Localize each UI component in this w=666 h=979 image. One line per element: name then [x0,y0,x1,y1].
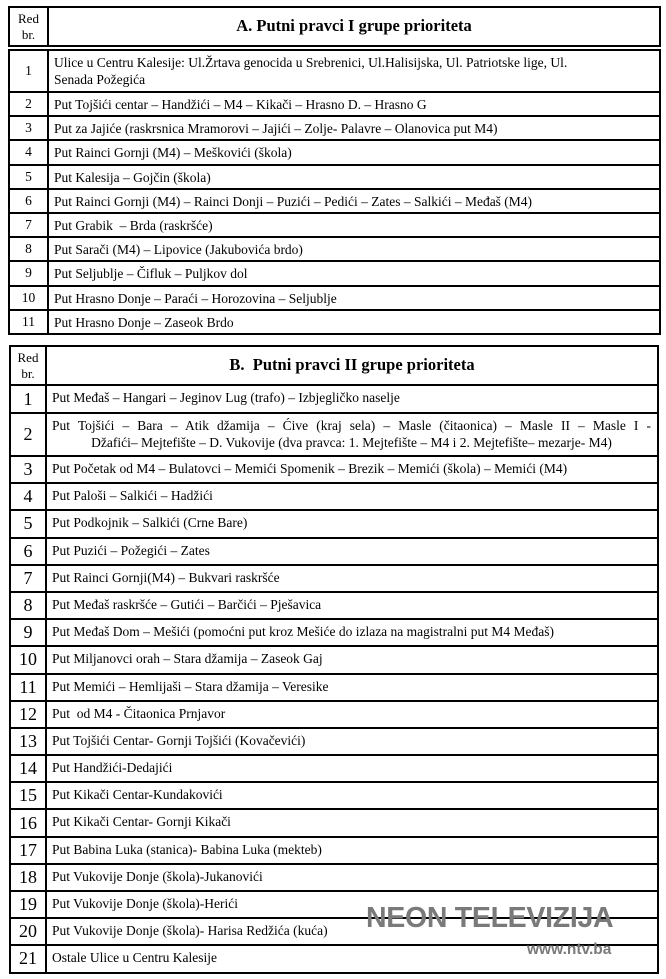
table-row [10,701,658,728]
route-description: Put Međaš Dom – Mešići (pomoćni put kroz Mešiće do izlaza na magistralni put M4 Međaš) [46,619,658,646]
table-row [10,755,658,782]
table-row [10,864,658,891]
table-row [9,237,660,261]
table-row [9,165,660,189]
table-row [9,116,660,140]
row-number: 16 [10,809,46,836]
table-row [10,510,658,537]
route-description: Put Vukovije Donje (škola)- Harisa Redžića (kuća) [46,918,658,945]
row-number: 10 [9,286,48,310]
route-description: Put Rainci Gornji (M4) – Meškovići (škola) [48,140,660,164]
route-description-line: Ulice u Centru Kalesije: Ul.Žrtava genocida u Srebrenici, Ul.Halisijska, Ul. Patriotske lige, Ul. [54,55,568,70]
row-number: 4 [10,483,46,510]
route-description-line: Džafići– Mejtefište – D. Vukovije (dva pravca: 1. Mejtefište – M4 i 2. Mejtefište– mezarje- M4) [91,435,612,450]
section-b-table [9,345,659,974]
table-row [9,50,660,92]
row-number: 3 [10,456,46,483]
table-row [10,809,658,836]
route-description: Put Kalesija – Gojčin (škola) [48,165,660,189]
table-row [10,483,658,510]
row-number: 6 [9,189,48,213]
column-header-red-br [9,7,48,46]
route-description-line: Put Tojšići – Bara – Atik džamija – Ćive (kraj sela) – Masle (čitaonica) – Masle II – Masle I - [52,418,651,433]
section-b-title: B. Putni pravci II grupe prioriteta [46,346,658,385]
row-number: 11 [10,674,46,701]
table-row [9,310,660,334]
route-description: Put Sarači (M4) – Lipovice (Jakubovića brdo) [48,237,660,261]
table-row [10,592,658,619]
row-number: 5 [9,165,48,189]
route-description: Put Miljanovci orah – Stara džamija – Zaseok Gaj [46,646,658,673]
row-number: 13 [10,728,46,755]
column-header-line: br. [21,365,35,381]
route-description: Put od M4 - Čitaonica Prnjavor [46,701,658,728]
table-row [9,286,660,310]
table-row [10,619,658,646]
route-description: Put Grabik – Brda (raskršće) [48,213,660,237]
column-header-line: Red [17,349,39,365]
route-description: Put Vukovije Donje (škola)-Jukanovići [46,864,658,891]
route-description: Put Babina Luka (stanica)- Babina Luka (mekteb) [46,837,658,864]
route-description: Put Hrasno Donje – Zaseok Brdo [48,310,660,334]
route-description: Put Kikači Centar- Gornji Kikači [46,809,658,836]
row-number: 12 [10,701,46,728]
column-header-line: br. [21,26,36,42]
row-number: 5 [10,510,46,537]
section-b-header-row [10,346,658,385]
row-number: 14 [10,755,46,782]
route-description: Ostale Ulice u Centru Kalesije [46,945,658,972]
row-number: 6 [10,538,46,565]
row-number: 1 [9,50,48,92]
row-number: 19 [10,891,46,918]
route-description: Put Rainci Gornji(M4) – Bukvari raskršće [46,565,658,592]
route-description: Put Seljublje – Čifluk – Puljkov dol [48,261,660,285]
route-description: Put Hrasno Donje – Paraći – Horozovina – Seljublje [48,286,660,310]
table-row [9,92,660,116]
row-number: 1 [10,385,46,413]
table-row [10,728,658,755]
table-row [10,646,658,673]
route-description [48,50,660,92]
section-a-header-table [8,6,661,47]
table-row [10,565,658,592]
watermark-logo-text: NEON TELEVIZIJA [366,902,614,934]
table-row [9,261,660,285]
row-number: 3 [9,116,48,140]
row-number: 18 [10,864,46,891]
row-number: 2 [9,92,48,116]
row-number: 21 [10,945,46,972]
route-description: Put Tojšići Centar- Gornji Tojšići (Kovačevići) [46,728,658,755]
section-a-title: A. Putni pravci I grupe prioriteta [48,7,660,46]
table-row [10,385,658,413]
route-description: Put Međaš – Hangari – Jeginov Lug (trafo) – Izbjegličko naselje [46,385,658,413]
route-description: Put Početak od M4 – Bulatovci – Memići Spomenik – Brezik – Memići (škola) – Memići (M4) [46,456,658,483]
table-row [10,674,658,701]
row-number: 9 [9,261,48,285]
table-row [10,782,658,809]
column-header-line: Red [18,10,39,26]
watermark-url: www.ntv.ba [527,941,612,958]
row-number: 8 [9,237,48,261]
table-row [9,189,660,213]
row-number: 8 [10,592,46,619]
route-description: Put Memići – Hemlijaši – Stara džamija – Veresike [46,674,658,701]
column-header-red-br [10,346,46,385]
row-number: 7 [10,565,46,592]
row-number: 9 [10,619,46,646]
route-description [46,413,658,456]
table-row [9,213,660,237]
route-description: Put Međaš raskršće – Gutići – Barčići – Pješavica [46,592,658,619]
row-number: 11 [9,310,48,334]
route-description: Put Handžići-Dedajići [46,755,658,782]
row-number: 17 [10,837,46,864]
section-a-header-row [9,7,660,46]
table-row [10,538,658,565]
row-number: 4 [9,140,48,164]
row-number: 15 [10,782,46,809]
route-description: Put Podkojnik – Salkići (Crne Bare) [46,510,658,537]
table-row [10,413,658,456]
route-description: Put Paloši – Salkići – Hadžići [46,483,658,510]
route-description: Put Kikači Centar-Kundakovići [46,782,658,809]
table-row [9,140,660,164]
route-description: Put Puzići – Požegići – Zates [46,538,658,565]
table-row [10,837,658,864]
route-description: Put Vukovije Donje (škola)-Herići [46,891,658,918]
row-number: 20 [10,918,46,945]
row-number: 10 [10,646,46,673]
route-description: Put Tojšići centar – Handžići – M4 – Kikači – Hrasno D. – Hrasno G [48,92,660,116]
route-description-line: Senada Požegića [54,72,146,87]
route-description: Put za Jajiće (raskrsnica Mramorovi – Jajići – Zolje- Palavre – Olanovica put M4) [48,116,660,140]
table-row [10,456,658,483]
route-description: Put Rainci Gornji (M4) – Rainci Donji – Puzići – Pedići – Zates – Salkići – Međaš (M4) [48,189,660,213]
row-number: 7 [9,213,48,237]
row-number: 2 [10,413,46,456]
section-a-table [8,49,661,335]
